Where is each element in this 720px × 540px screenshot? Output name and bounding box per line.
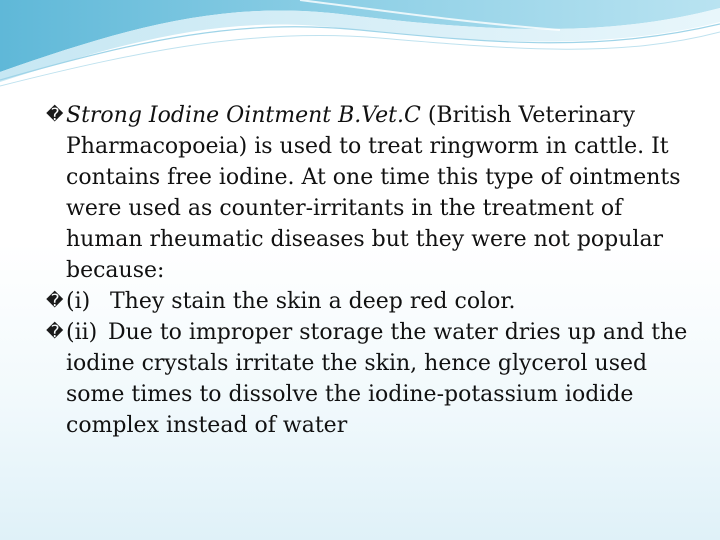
- paragraph-intro-text: (British Veterinary Pharmacopoeia) is used to treat ringworm in cattle. It contains free iodine. At one time this type of ointments were used as counter-irritants in the treatment of human rheumatic diseases but they were not popular because:: [66, 103, 681, 283]
- bullet-glyph: �: [46, 322, 64, 342]
- bullet-glyph: �: [46, 105, 64, 125]
- slide-body: [44, 100, 694, 441]
- point-ii-text: Due to improper storage the water dries up and the iodine crystals irritate the skin, hence glycerol used some times to dissolve the iodine-potassium iodide complex instead of water: [66, 320, 688, 438]
- paragraph-point-ii: [44, 317, 694, 441]
- paragraph-point-i: [44, 286, 694, 317]
- ointment-name: Strong Iodine Ointment B.Vet.C: [66, 103, 421, 128]
- bullet-glyph: �: [46, 291, 64, 311]
- point-marker-i: (i): [66, 289, 91, 314]
- point-marker-ii: (ii): [66, 320, 98, 345]
- paragraph-intro: [44, 100, 694, 286]
- point-i-text: They stain the skin a deep red color.: [110, 289, 516, 314]
- wave-header-decoration: [0, 0, 720, 90]
